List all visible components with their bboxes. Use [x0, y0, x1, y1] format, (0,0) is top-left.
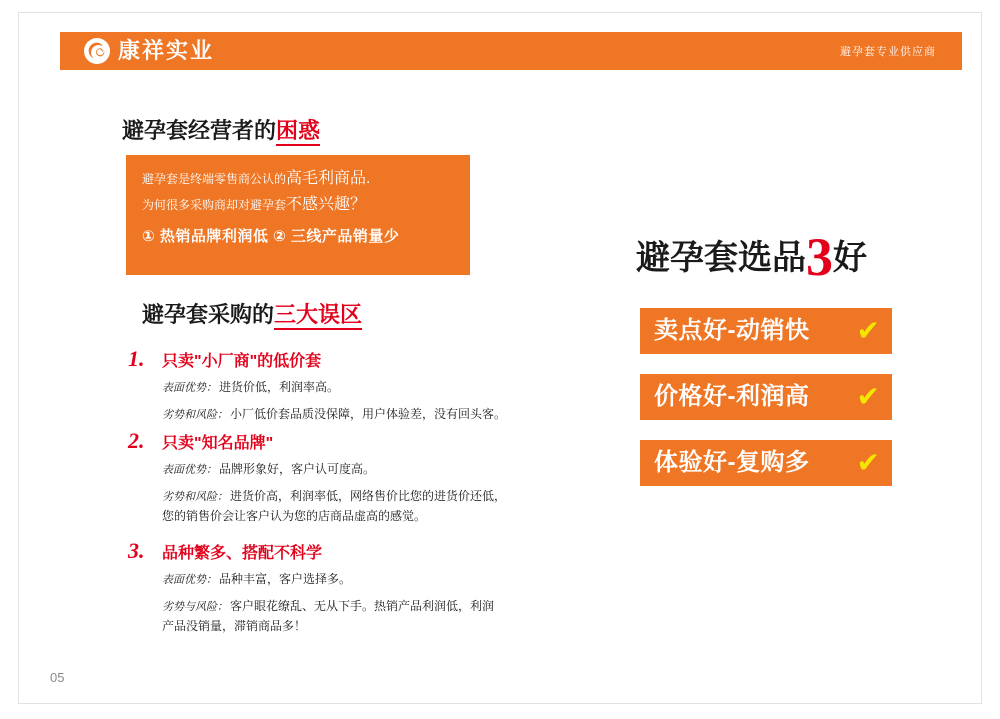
- mistake-heading: 品种繁多、搭配不科学: [162, 545, 323, 562]
- page-number: 05: [50, 670, 65, 685]
- mistake-number: 1.: [128, 346, 145, 371]
- section-title-mistakes: [142, 298, 362, 329]
- callout-line-2-b: 不感兴趣？: [286, 196, 367, 213]
- callout-line-1-b: 高毛利商品.: [286, 170, 371, 187]
- mistake-number: 3.: [128, 538, 145, 563]
- mistake-con-label: 劣势和风险：: [162, 409, 228, 421]
- mistake-con-label: 劣势与风险：: [162, 601, 228, 613]
- mistake-item: [128, 540, 608, 636]
- check-icon: ✔: [856, 381, 880, 412]
- check-icon: ✔: [856, 315, 880, 346]
- mistake-pro-text: 进货价低，利润率高。: [219, 380, 340, 394]
- mistake-con-continued: 产品没销量，滞销商品多！: [162, 619, 307, 633]
- section-title-mistakes-emphasis: 三大误区: [274, 302, 362, 330]
- section-title-confusion-main: 避孕套经营者的: [122, 118, 277, 143]
- benefit-pill: [640, 308, 892, 354]
- right-heading-b: 好: [833, 239, 867, 277]
- mistake-pro-text: 品种丰富，客户选择多。: [219, 572, 352, 586]
- mistake-con-row: [162, 597, 608, 617]
- right-heading-a: 避孕套选品: [636, 239, 806, 277]
- callout-line-1: [142, 169, 454, 189]
- callout-box: [126, 155, 470, 275]
- mistake-pro-text: 品牌形象好，客户认可度高。: [219, 462, 376, 476]
- check-icon: ✔: [856, 447, 880, 478]
- mistake-heading: 只卖"知名品牌": [162, 435, 274, 452]
- callout-line-2-a: 为何很多采购商却对避孕套: [142, 198, 287, 212]
- benefit-pill: [640, 374, 892, 420]
- mistake-con-text: 进货价高，利润率低，网络售价比您的进货价还低，: [230, 489, 507, 503]
- mistake-con-row: [162, 405, 608, 425]
- mistake-number: 2.: [128, 428, 145, 453]
- right-heading: [636, 227, 867, 287]
- benefit-pill-text: 卖点好-动销快: [654, 317, 810, 344]
- section-title-confusion: [122, 114, 320, 145]
- header-tagline: 避孕套专业供应商: [840, 46, 936, 58]
- benefit-pill: [640, 440, 892, 486]
- swirl-logo-icon: [84, 38, 110, 64]
- mistake-con-row: [162, 487, 608, 507]
- right-heading-number: 3: [806, 227, 833, 287]
- section-title-mistakes-main: 避孕套采购的: [142, 302, 275, 327]
- mistake-con-label: 劣势和风险：: [162, 491, 228, 503]
- mistake-item: [128, 348, 608, 425]
- mistake-con-text: 客户眼花缭乱、无从下手。热销产品利润低，利润: [230, 599, 495, 613]
- callout-line-2: [142, 195, 454, 215]
- mistake-pro-row: [162, 460, 608, 480]
- mistake-item: [128, 430, 608, 526]
- mistake-pro-label: 表面优势：: [162, 574, 217, 586]
- mistake-pro-label: 表面优势：: [162, 382, 217, 394]
- benefit-pill-text: 体验好-复购多: [654, 449, 810, 476]
- section-title-confusion-emphasis: 困惑: [276, 118, 320, 146]
- company-name: 康祥实业: [118, 38, 215, 63]
- mistake-heading: 只卖"小厂商"的低价套: [162, 353, 322, 370]
- mistake-pro-row: [162, 570, 608, 590]
- mistake-pro-row: [162, 378, 608, 398]
- mistake-pro-label: 表面优势：: [162, 464, 217, 476]
- callout-line-3: ① 热销品牌利润低 ② 三线产品销量少: [142, 228, 400, 245]
- callout-line-1-a: 避孕套是终端零售商公认的: [142, 172, 287, 186]
- mistake-con-continued: 您的销售价会让客户认为您的店商品虚高的感觉。: [162, 509, 427, 523]
- header-bar: [60, 32, 962, 70]
- mistake-con-text: 小厂低价套品质没保障，用户体验差，没有回头客。: [230, 407, 507, 421]
- benefit-pill-text: 价格好-利润高: [654, 383, 810, 410]
